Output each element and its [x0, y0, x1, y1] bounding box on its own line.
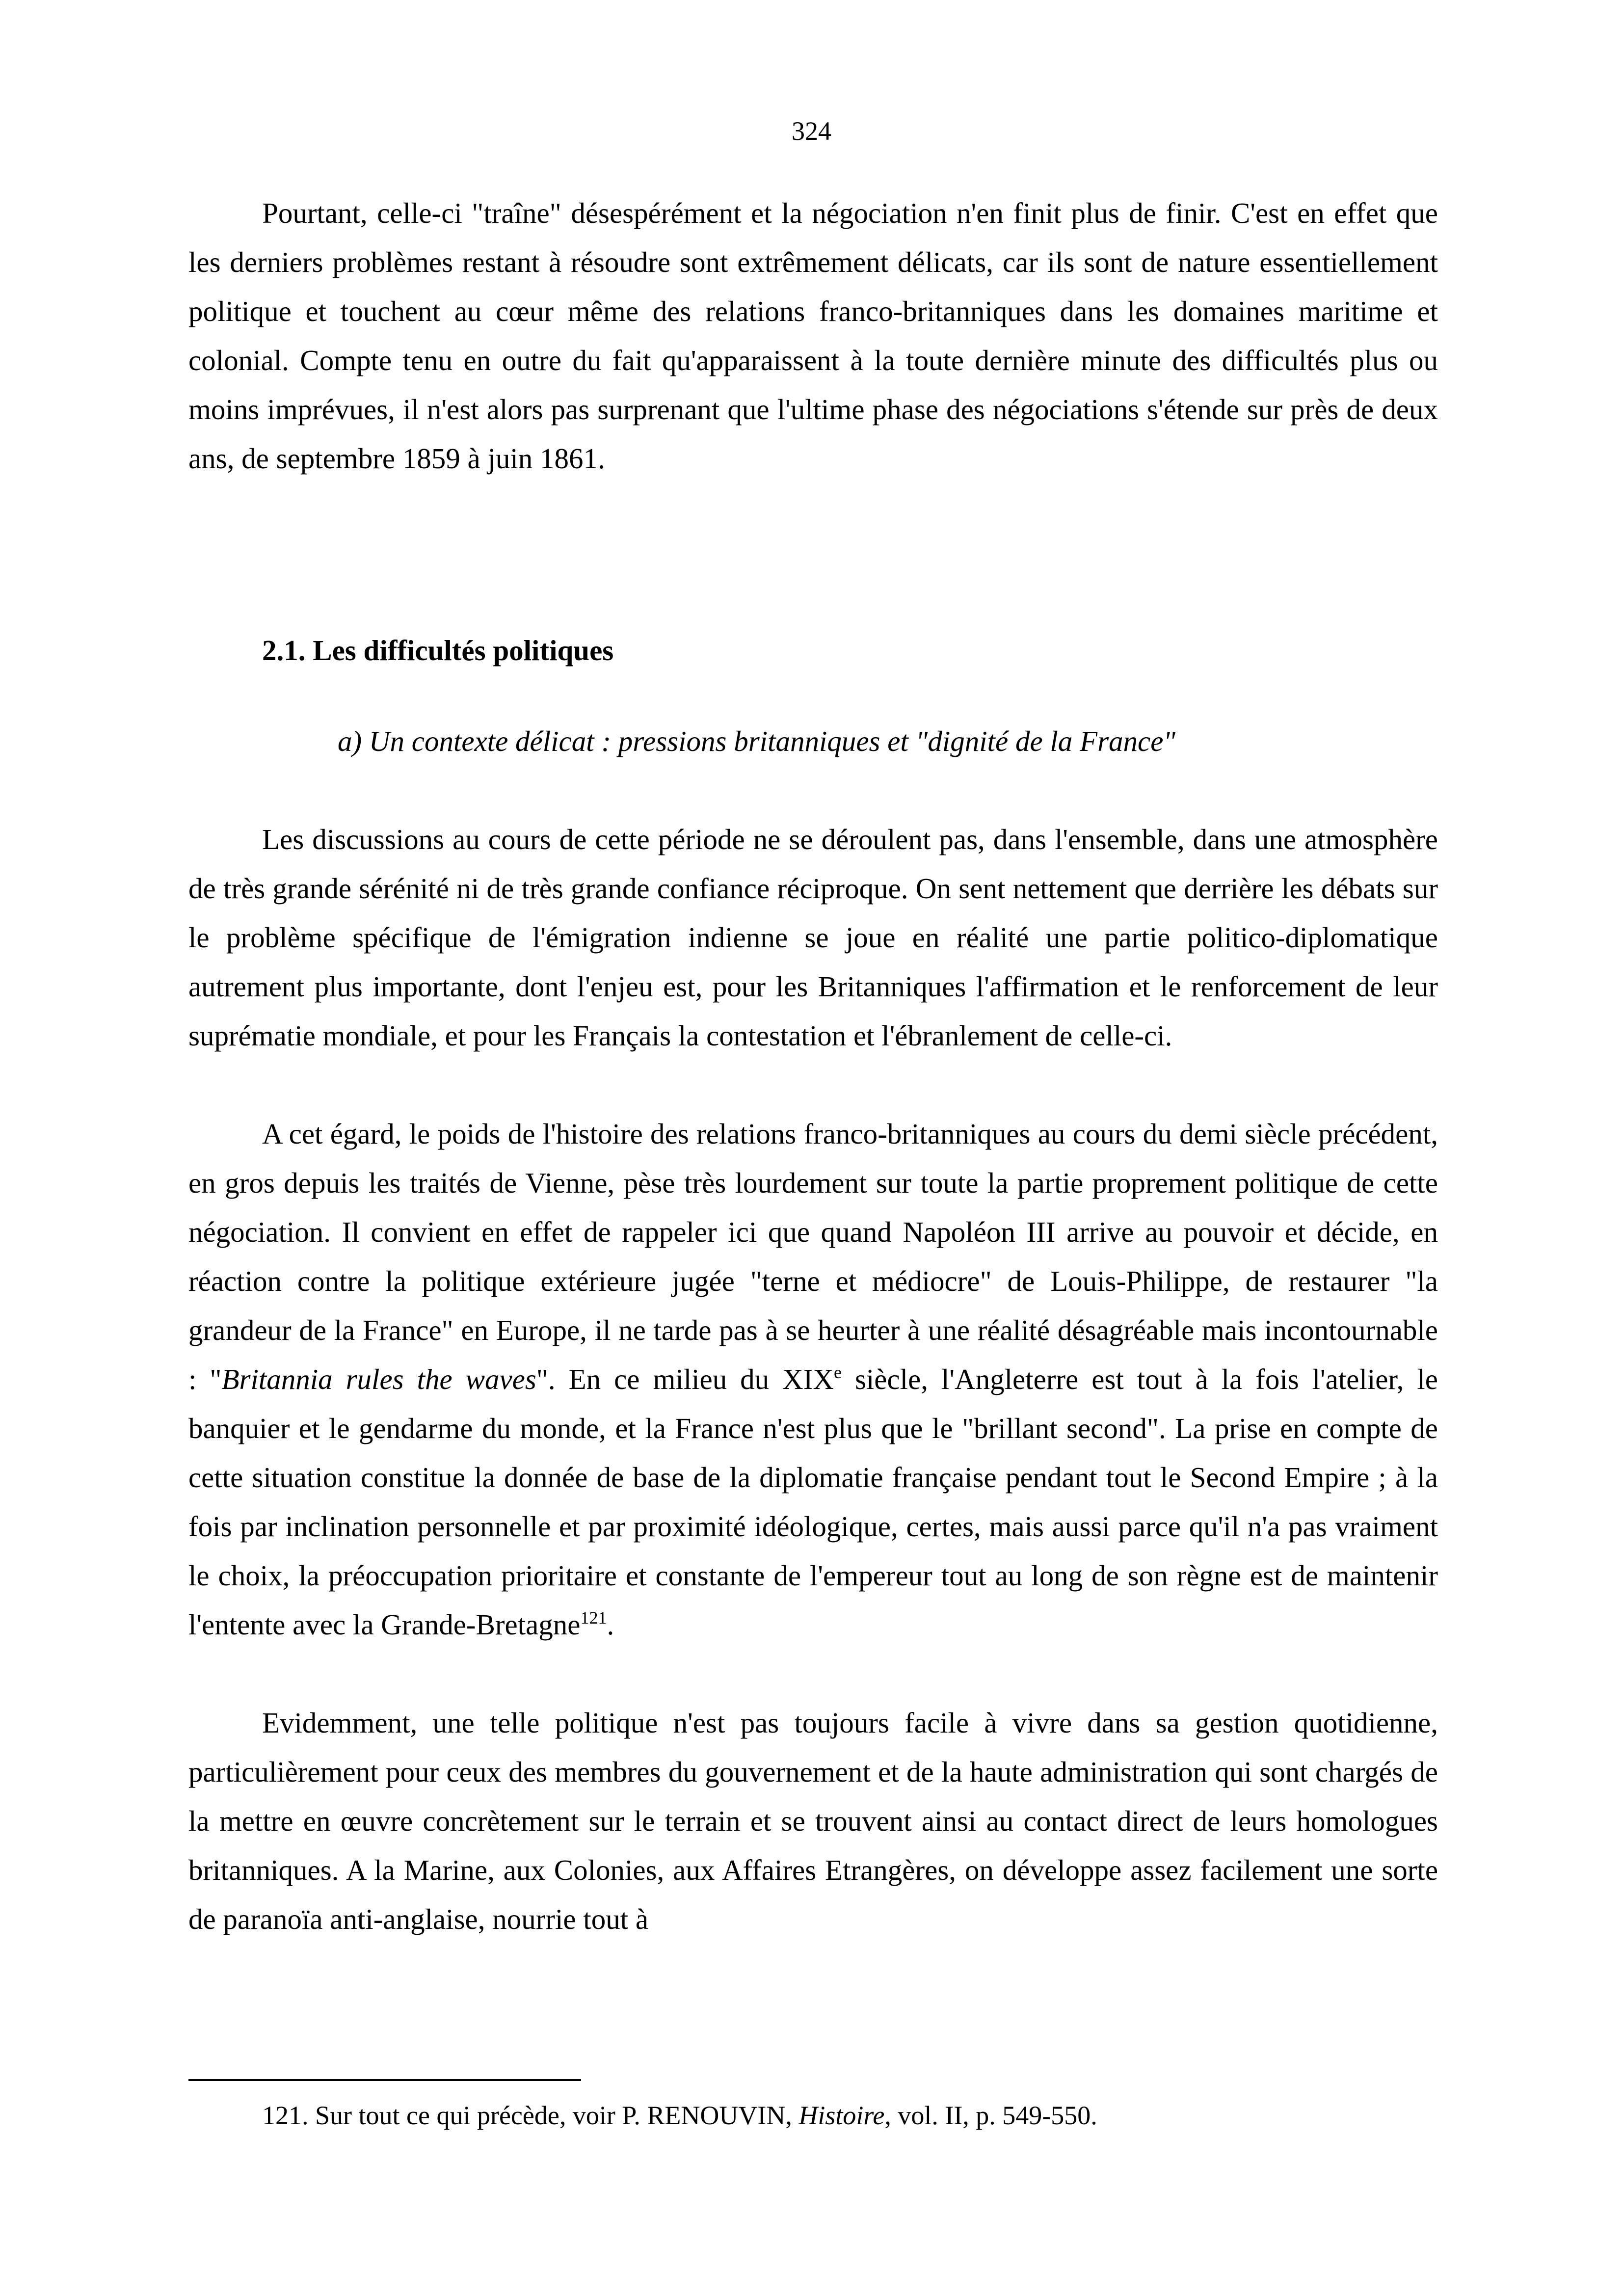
- opening-paragraph-block: [188, 188, 1438, 483]
- paragraph-3-text-b: ". En ce milieu du XIX: [536, 1363, 834, 1395]
- footnote-reference: 121: [580, 1608, 607, 1628]
- subsection-heading: a) Un contexte délicat : pressions britanniques et "dignité de la France": [338, 725, 1176, 757]
- paragraph-3-text-a: A cet égard, le poids de l'histoire des relations franco-britanniques au cours du demi siècle précédent, en gros depuis les traités de Vienne, pèse très lourdement sur toute la partie proprement politique de cette négociation. Il convient en effet de rappeler ici que quand Napoléon III arrive au pouvoir et décide, en réaction contre la politique extérieure jugée "terne et médiocre" de Louis-Philippe, de restaurer "la grandeur de la France" en Europe, il ne tarde pas à se heurter à une réalité désagréable mais incontournable : ": [188, 1118, 1438, 1395]
- paragraph-4: Evidemment, une telle politique n'est pas toujours facile à vivre dans sa gestion quotidienne, particulièrement pour ceux des membres du gouvernement et de la haute administration qui sont chargés de la mettre en œuvre concrètement sur le terrain et se trouvent ainsi au contact direct de leurs homologues britanniques. A la Marine, aux Colonies, aux Affaires Etrangères, on développe assez facilement une sorte de paranoïa anti-anglaise, nourrie tout à: [188, 1707, 1438, 1935]
- paragraph-3-end: .: [607, 1608, 614, 1641]
- paragraph-1: Pourtant, celle-ci "traîne" désespérément et la négociation n'en finit plus de finir. C'est en effet que les derniers problèmes restant à résoudre sont extrêmement délicats, car ils sont de nature essentiellement politique et touchent au cœur même des relations franco-britanniques dans les domaines maritime et colonial. Compte tenu en outre du fait qu'apparaissent à la toute dernière minute des difficultés plus ou moins imprévues, il n'est alors pas surprenant que l'ultime phase des négociations s'étende sur près de deux ans, de septembre 1859 à juin 1861.: [188, 197, 1438, 475]
- footnote-reference-details: , vol. II, p. 549-550.: [884, 2101, 1097, 2130]
- paragraph-3: [188, 1109, 1438, 1649]
- body-paragraphs: [188, 815, 1438, 1944]
- paragraph-2: Les discussions au cours de cette période ne se déroulent pas, dans l'ensemble, dans une atmosphère de très grande sérénité ni de très grande confiance réciproque. On sent nettement que derrière les débats sur le problème spécifique de l'émigration indienne se joue en réalité une partie politico-diplomatique autrement plus importante, dont l'enjeu est, pour les Britanniques l'affirmation et le renforcement de leur suprématie mondiale, et pour les Français la contestation et l'ébranlement de celle-ci.: [188, 823, 1438, 1052]
- footnote-title: Histoire: [798, 2101, 885, 2130]
- century-superscript: e: [834, 1362, 842, 1382]
- footnote-text: 121. Sur tout ce qui précède, voir P. RENOUVIN,: [262, 2101, 799, 2130]
- section-heading: 2.1. Les difficultés politiques: [262, 634, 614, 667]
- paragraph-3-text-c: siècle, l'Angleterre est tout à la fois l'atelier, le banquier et le gendarme du monde, et la France n'est plus que le "brillant second". La prise en compte de cette situation constitue la donnée de base de la diplomatie française pendant tout le Second Empire ; à la fois par inclination personnelle et par proximité idéologique, certes, mais aussi parce qu'il n'a pas vraiment le choix, la préoccupation prioritaire et constante de l'empereur tout au long de son règne est de maintenir l'entente avec la Grande-Bretagne: [188, 1363, 1438, 1641]
- footnote: [262, 2098, 1097, 2133]
- footnote-divider: [188, 2079, 581, 2081]
- paragraph-3-italic-quote: Britannia rules the waves: [221, 1363, 536, 1395]
- page-number: 324: [792, 116, 831, 146]
